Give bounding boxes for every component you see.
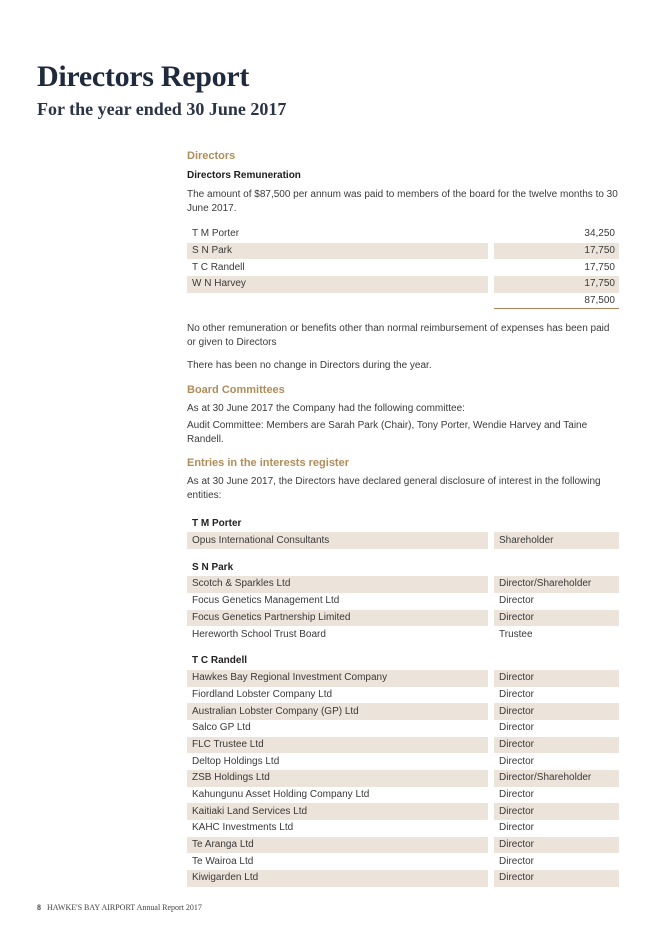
entity-role: Director bbox=[499, 755, 535, 767]
entity-name: Fiordland Lobster Company Ltd bbox=[192, 688, 333, 700]
report-content bbox=[187, 149, 619, 887]
interest-row bbox=[187, 593, 619, 610]
no-change-text: There has been no change in Directors during the year. bbox=[187, 360, 432, 372]
total-spacer bbox=[187, 293, 488, 310]
interest-row bbox=[187, 720, 619, 737]
remuneration-row bbox=[187, 243, 619, 260]
entity-name: Focus Genetics Management Ltd bbox=[192, 595, 340, 607]
interest-row bbox=[187, 820, 619, 837]
remuneration-text: The amount of $87,500 per annum was paid to members of the board for the twelve months to 30 June 2017. bbox=[187, 189, 618, 214]
entity-role: Director bbox=[494, 803, 619, 820]
interests-table bbox=[187, 515, 619, 886]
entity-name: Hereworth School Trust Board bbox=[192, 628, 326, 640]
remuneration-heading: Directors Remuneration bbox=[187, 170, 301, 181]
entity-name: Kiwigarden Ltd bbox=[187, 870, 488, 887]
page-subtitle: For the year ended 30 June 2017 bbox=[37, 99, 287, 119]
interest-row bbox=[187, 837, 619, 854]
remuneration-table bbox=[187, 226, 619, 309]
interest-row bbox=[187, 576, 619, 593]
director-name: T M Porter bbox=[192, 228, 240, 240]
remuneration-row bbox=[187, 276, 619, 293]
entity-role: Director bbox=[494, 670, 619, 687]
footer-report: Annual Report 2017 bbox=[136, 903, 202, 912]
entity-role: Director bbox=[499, 822, 535, 834]
no-other-remuneration-text: No other remuneration or benefits other than normal reimbursement of expenses has been paid or given to Directors bbox=[187, 323, 610, 349]
entity-name: Australian Lobster Company (GP) Ltd bbox=[187, 703, 488, 720]
entity-role: Director bbox=[499, 595, 535, 607]
entity-name: Salco GP Ltd bbox=[192, 722, 251, 734]
entity-role: Director bbox=[499, 789, 535, 801]
entity-name: Hawkes Bay Regional Investment Company bbox=[187, 670, 488, 687]
entity-role: Director bbox=[499, 855, 535, 867]
remuneration-total-row bbox=[187, 293, 619, 310]
entity-name: Te Wairoa Ltd bbox=[192, 855, 254, 867]
director-group-heading: T M Porter bbox=[192, 517, 242, 529]
entity-role: Director bbox=[494, 610, 619, 627]
entity-role: Trustee bbox=[499, 628, 533, 640]
entity-name: Te Aranga Ltd bbox=[187, 837, 488, 854]
interest-row bbox=[187, 787, 619, 804]
page-footer bbox=[37, 903, 202, 912]
entity-role: Director bbox=[494, 837, 619, 854]
remuneration-row bbox=[187, 259, 619, 276]
entity-role: Director/Shareholder bbox=[494, 576, 619, 593]
page-title: Directors Report bbox=[37, 60, 250, 93]
director-group-heading: T C Randell bbox=[192, 655, 248, 667]
entity-role: Director bbox=[494, 703, 619, 720]
remuneration-amount: 17,750 bbox=[584, 261, 615, 273]
audit-committee-text: Audit Committee: Members are Sarah Park (Chair), Tony Porter, Wendie Harvey and Taine Randell. bbox=[187, 420, 588, 446]
interest-row bbox=[187, 703, 619, 720]
entity-role: Director/Shareholder bbox=[494, 770, 619, 787]
interests-intro: As at 30 June 2017, the Directors have declared general disclosure of interest in the following entities: bbox=[187, 476, 601, 502]
entity-name: Deltop Holdings Ltd bbox=[192, 755, 280, 767]
entity-role: Director bbox=[494, 737, 619, 754]
interest-row bbox=[187, 670, 619, 687]
remuneration-amount: 17,750 bbox=[494, 276, 619, 293]
entity-role: Director bbox=[499, 722, 535, 734]
entity-name: KAHC Investments Ltd bbox=[192, 822, 294, 834]
director-name: W N Harvey bbox=[187, 276, 488, 293]
entity-role: Shareholder bbox=[494, 532, 619, 549]
interest-row bbox=[187, 853, 619, 870]
board-committees-heading: Board Committees bbox=[187, 384, 285, 397]
interest-row bbox=[187, 532, 619, 549]
entity-role: Director bbox=[494, 870, 619, 887]
footer-brand: HAWKE'S BAY AIRPORT bbox=[47, 903, 136, 912]
director-name: S N Park bbox=[187, 243, 488, 260]
entity-name: Focus Genetics Partnership Limited bbox=[187, 610, 488, 627]
director-group-heading: S N Park bbox=[192, 561, 234, 573]
director-name: T C Randell bbox=[192, 261, 245, 273]
directors-heading: Directors bbox=[187, 150, 236, 162]
remuneration-total: 87,500 bbox=[494, 293, 619, 310]
interest-row bbox=[187, 626, 619, 643]
page-number: 8 bbox=[37, 903, 41, 912]
entity-name: Kaitiaki Land Services Ltd bbox=[187, 803, 488, 820]
entity-name: Opus International Consultants bbox=[187, 532, 488, 549]
remuneration-amount: 17,750 bbox=[494, 243, 619, 260]
remuneration-row bbox=[187, 226, 619, 243]
entity-name: ZSB Holdings Ltd bbox=[187, 770, 488, 787]
entity-name: Scotch & Sparkles Ltd bbox=[187, 576, 488, 593]
entity-name: FLC Trustee Ltd bbox=[187, 737, 488, 754]
interest-row bbox=[187, 737, 619, 754]
interest-row bbox=[187, 687, 619, 704]
committee-text: As at 30 June 2017 the Company had the following committee: bbox=[187, 403, 465, 415]
interest-row bbox=[187, 803, 619, 820]
interest-row bbox=[187, 770, 619, 787]
interest-row bbox=[187, 870, 619, 887]
remuneration-amount: 34,250 bbox=[584, 228, 615, 240]
entity-name: Kahungunu Asset Holding Company Ltd bbox=[192, 789, 370, 801]
interest-row bbox=[187, 610, 619, 627]
interests-heading: Entries in the interests register bbox=[187, 457, 349, 470]
interest-row bbox=[187, 753, 619, 770]
entity-role: Director bbox=[499, 688, 535, 700]
